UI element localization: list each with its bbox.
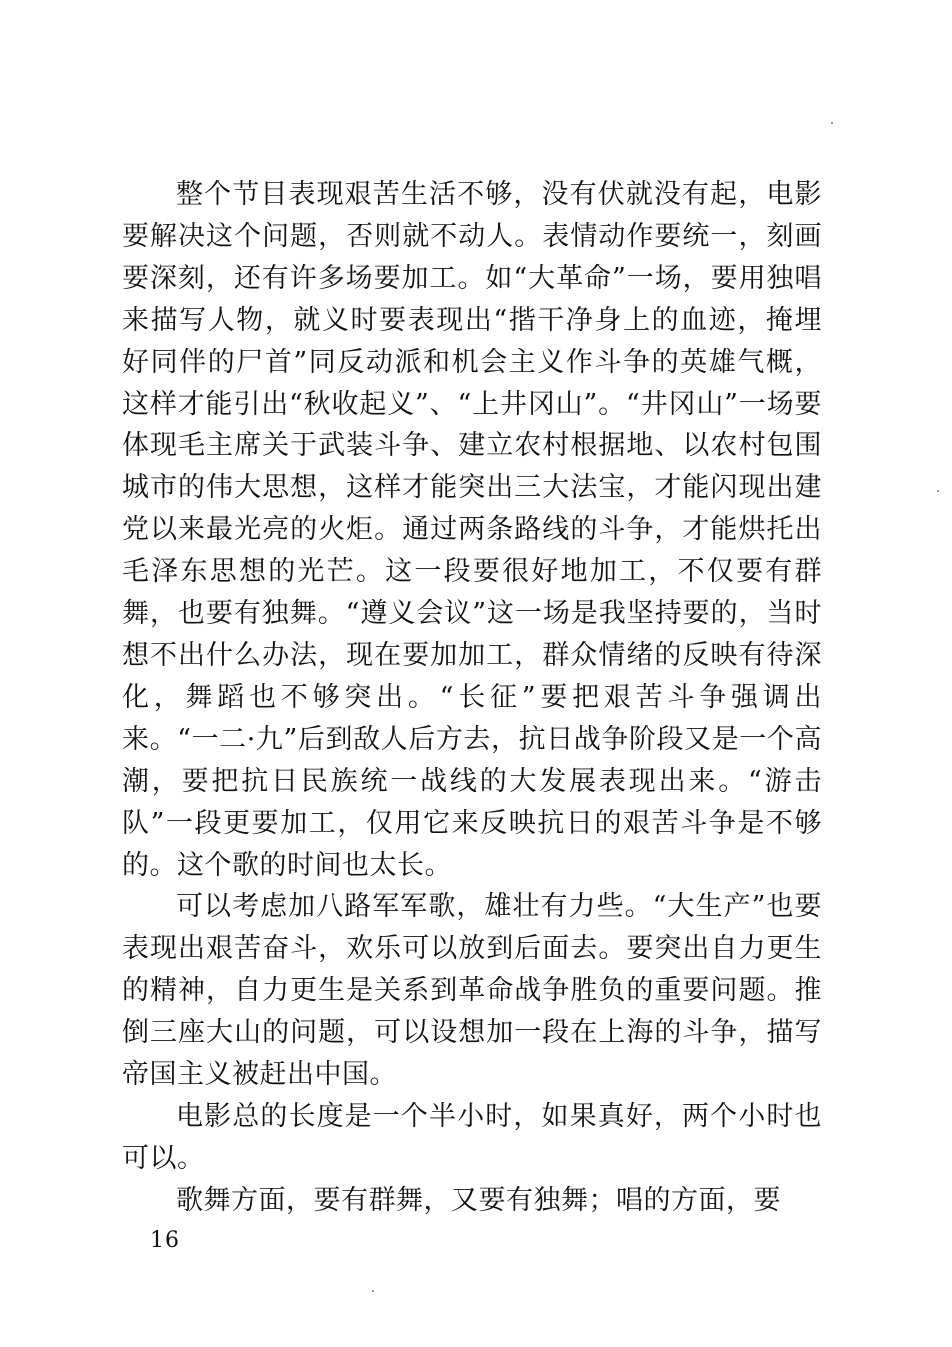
scan-speck — [937, 490, 939, 492]
paragraph-1: 整个节目表现艰苦生活不够，没有伏就没有起，电影要解决这个问题，否则就不动人。表情动作要统一，刻画要深刻，还有许多场要加工。如“大革命”一场，要用独唱来描写人物，就义时要表现出“揩干净身上的血迹，掩埋好同伴的尸首”同反动派和机会主义作斗争的英雄气概，这样才能引出“秋收起义”、“上井冈山”。“井冈山”一场要体现毛主席关于武装斗争、建立农村根据地、以农村包围城市的伟大思想，这样才能突出三大法宝，才能闪现出建党以来最光亮的火炬。通过两条路线的斗争，才能烘托出毛泽东思想的光芒。这一段要很好地加工，不仅要有群舞，也要有独舞。“遵义会议”这一场是我坚持要的，当时想不出什么办法，现在要加加工，群众情绪的反映有待深化，舞蹈也不够突出。“长征”要把艰苦斗争强调出来。“一二·九”后到敌人后方去，抗日战争阶段又是一个高潮，要把抗日民族统一战线的大发展表现出来。“游击队”一段更要加工，仅用它来反映抗日的艰苦斗争是不够的。这个歌的时间也太长。 — [122, 179, 822, 881]
scan-speck — [372, 1290, 374, 1292]
paragraph-2: 可以考虑加八路军军歌，雄壮有力些。“大生产”也要表现出艰苦奋斗，欢乐可以放到后面去。要突出自力更生的精神，自力更生是关系到革命战争胜负的重要问题。推倒三座大山的问题，可以设想加一段在上海的斗争，描写帝国主义被赶出中国。 — [122, 891, 822, 1091]
body-text — [122, 174, 822, 1222]
paragraph-3: 电影总的长度是一个半小时，如果真好，两个小时也可以。 — [122, 1100, 822, 1174]
page-number: 16 — [150, 1228, 180, 1253]
paragraph-4: 歌舞方面，要有群舞，又要有独舞；唱的方面，要 — [176, 1184, 781, 1216]
scan-speck — [831, 122, 833, 124]
